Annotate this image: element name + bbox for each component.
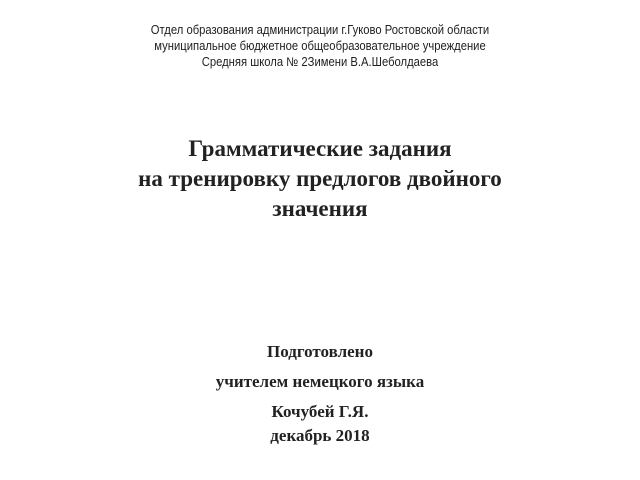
header-line-department: Отдел образования администрации г.Гуково Ростовской области <box>150 23 490 37</box>
author-role: учителем немецкого языка <box>215 372 425 391</box>
title-line-3: значения <box>272 196 368 221</box>
date-label: декабрь 2018 <box>270 426 370 445</box>
author-name: Кочубей Г.Я. <box>271 402 369 421</box>
slide-title <box>0 134 640 224</box>
author-block <box>0 338 640 447</box>
header-line-school: Средняя школа № 2Зимени В.А.Шеболдаева <box>201 55 439 69</box>
title-line-2: на тренировку предлогов двойного <box>138 166 502 191</box>
institution-header <box>32 22 608 70</box>
prepared-by-label: Подготовлено <box>267 342 373 361</box>
header-line-institution: муниципальное бюджетное общеобразовательное учреждение <box>154 39 486 53</box>
title-line-1: Грамматические задания <box>188 136 452 161</box>
